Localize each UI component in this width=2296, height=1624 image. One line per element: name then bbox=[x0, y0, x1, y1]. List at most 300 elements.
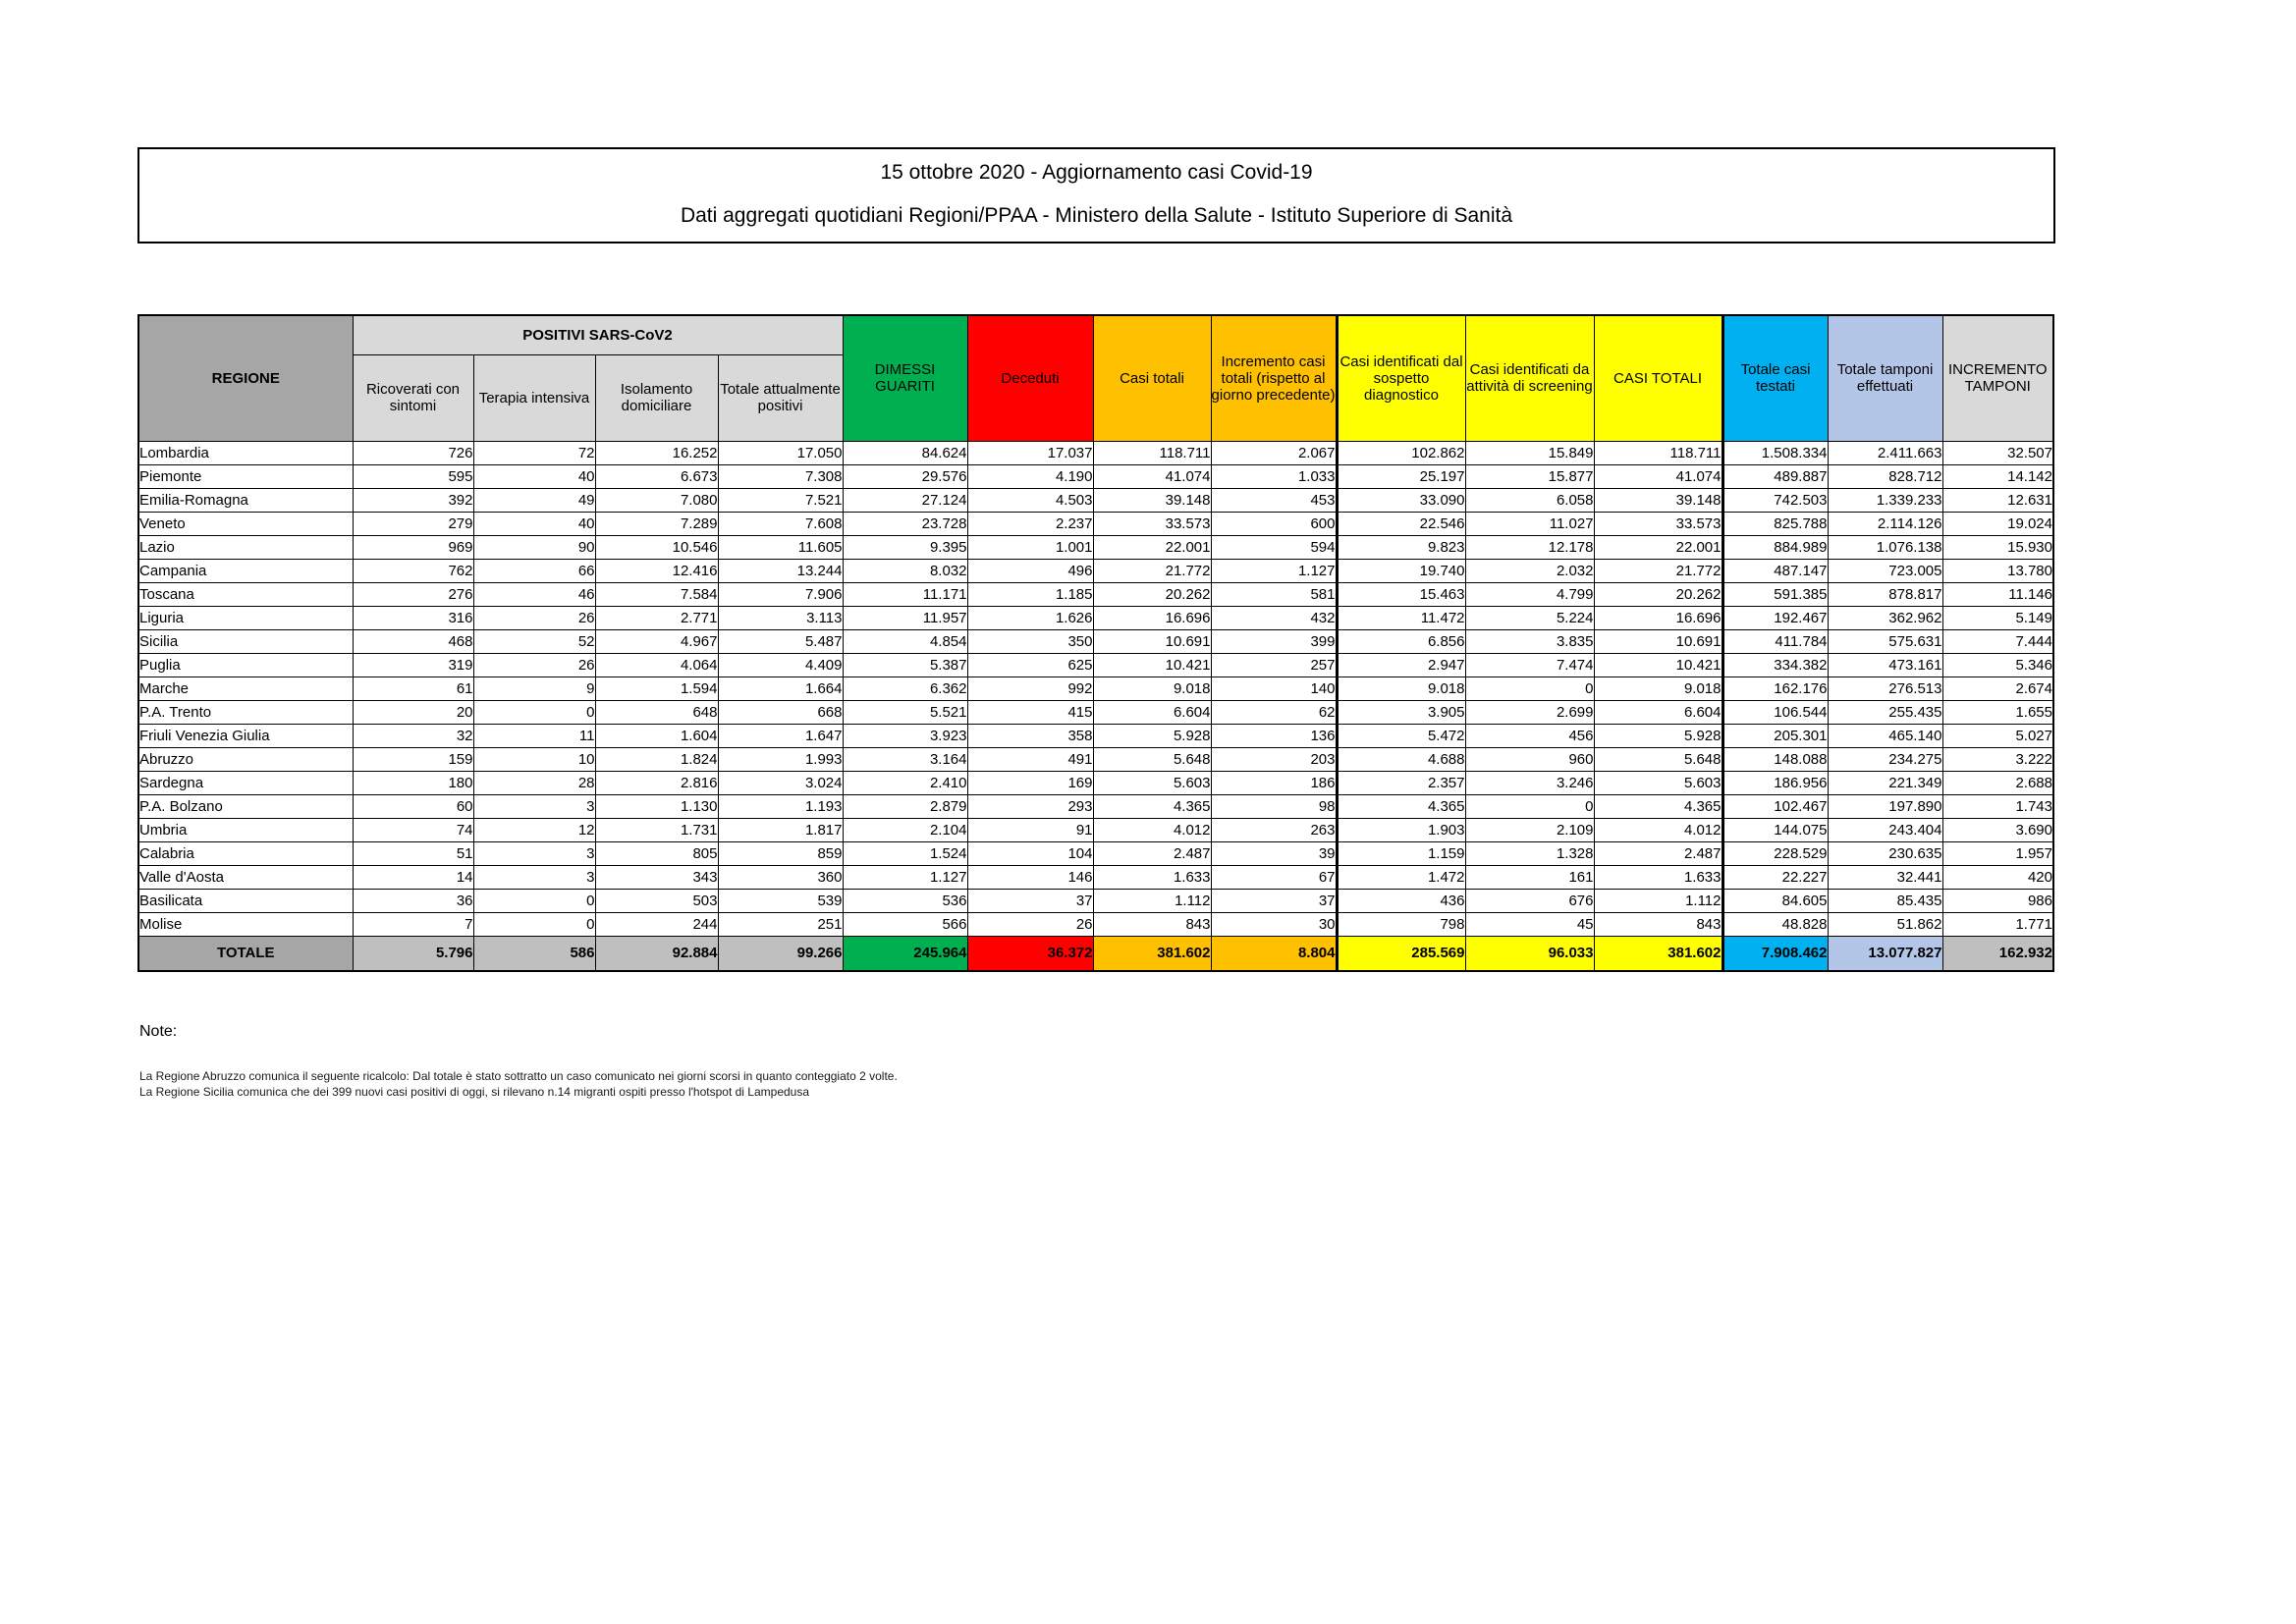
table-cell-casi_attivita_screening: 12.178 bbox=[1465, 535, 1594, 559]
table-cell-totale_tamponi_effettuati: 197.890 bbox=[1828, 794, 1942, 818]
table-cell-casi_totali: 9.018 bbox=[1093, 677, 1211, 700]
table-cell-ricoverati_con_sintomi: 316 bbox=[353, 606, 473, 629]
region-name: Molise bbox=[138, 912, 353, 936]
table-cell-isolamento_domiciliare: 2.771 bbox=[595, 606, 718, 629]
table-cell-casi_sospetto_diagnostico: 1.903 bbox=[1337, 818, 1465, 841]
table-cell-casi_attivita_screening: 3.835 bbox=[1465, 629, 1594, 653]
table-cell-totale_casi_testati: 102.467 bbox=[1722, 794, 1828, 818]
total-cell-casi_attivita_screening: 96.033 bbox=[1465, 936, 1594, 971]
table-cell-deceduti: 1.185 bbox=[967, 582, 1093, 606]
table-cell-casi_sospetto_diagnostico: 4.365 bbox=[1337, 794, 1465, 818]
table-cell-incremento_tamponi: 3.690 bbox=[1942, 818, 2053, 841]
table-cell-casi_attivita_screening: 45 bbox=[1465, 912, 1594, 936]
table-cell-totale_casi_testati: 205.301 bbox=[1722, 724, 1828, 747]
region-name: Friuli Venezia Giulia bbox=[138, 724, 353, 747]
table-cell-terapia_intensiva: 40 bbox=[473, 464, 595, 488]
table-cell-isolamento_domiciliare: 648 bbox=[595, 700, 718, 724]
table-cell-totale_attualmente_positivi: 7.906 bbox=[718, 582, 843, 606]
table-cell-incremento_casi_totali: 263 bbox=[1211, 818, 1337, 841]
table-cell-totale_attualmente_positivi: 251 bbox=[718, 912, 843, 936]
table-cell-casi_totali: 1.633 bbox=[1093, 865, 1211, 889]
table-cell-deceduti: 293 bbox=[967, 794, 1093, 818]
table-cell-casi_attivita_screening: 1.328 bbox=[1465, 841, 1594, 865]
table-cell-casi_totali_maiuscolo: 4.012 bbox=[1594, 818, 1722, 841]
table-cell-totale_tamponi_effettuati: 2.114.126 bbox=[1828, 512, 1942, 535]
table-cell-casi_totali: 33.573 bbox=[1093, 512, 1211, 535]
table-cell-casi_sospetto_diagnostico: 15.463 bbox=[1337, 582, 1465, 606]
table-cell-ricoverati_con_sintomi: 74 bbox=[353, 818, 473, 841]
column-header-casi-totali: Casi totali bbox=[1093, 315, 1211, 441]
total-cell-incremento_casi_totali: 8.804 bbox=[1211, 936, 1337, 971]
table-cell-dimessi_guariti: 5.387 bbox=[843, 653, 967, 677]
table-cell-totale_attualmente_positivi: 3.024 bbox=[718, 771, 843, 794]
table-row bbox=[138, 771, 2053, 794]
table-cell-totale_tamponi_effettuati: 32.441 bbox=[1828, 865, 1942, 889]
table-cell-casi_attivita_screening: 5.224 bbox=[1465, 606, 1594, 629]
table-cell-deceduti: 2.237 bbox=[967, 512, 1093, 535]
table-cell-casi_totali_maiuscolo: 1.633 bbox=[1594, 865, 1722, 889]
table-cell-casi_totali_maiuscolo: 843 bbox=[1594, 912, 1722, 936]
table-cell-deceduti: 4.503 bbox=[967, 488, 1093, 512]
table-cell-incremento_casi_totali: 453 bbox=[1211, 488, 1337, 512]
table-cell-totale_casi_testati: 334.382 bbox=[1722, 653, 1828, 677]
column-header-terapia-intensiva: Terapia intensiva bbox=[473, 354, 595, 441]
table-cell-incremento_tamponi: 5.346 bbox=[1942, 653, 2053, 677]
table-cell-totale_casi_testati: 144.075 bbox=[1722, 818, 1828, 841]
table-cell-incremento_casi_totali: 30 bbox=[1211, 912, 1337, 936]
table-cell-terapia_intensiva: 0 bbox=[473, 700, 595, 724]
table-cell-casi_attivita_screening: 676 bbox=[1465, 889, 1594, 912]
table-cell-totale_tamponi_effettuati: 255.435 bbox=[1828, 700, 1942, 724]
total-cell-casi_sospetto_diagnostico: 285.569 bbox=[1337, 936, 1465, 971]
table-cell-terapia_intensiva: 0 bbox=[473, 912, 595, 936]
table-cell-deceduti: 169 bbox=[967, 771, 1093, 794]
table-cell-terapia_intensiva: 12 bbox=[473, 818, 595, 841]
region-name: Sicilia bbox=[138, 629, 353, 653]
table-cell-casi_totali_maiuscolo: 10.421 bbox=[1594, 653, 1722, 677]
table-cell-casi_totali_maiuscolo: 2.487 bbox=[1594, 841, 1722, 865]
table-cell-casi_totali: 2.487 bbox=[1093, 841, 1211, 865]
table-cell-incremento_casi_totali: 600 bbox=[1211, 512, 1337, 535]
table-cell-isolamento_domiciliare: 1.731 bbox=[595, 818, 718, 841]
table-cell-casi_totali: 4.365 bbox=[1093, 794, 1211, 818]
table-cell-incremento_tamponi: 5.149 bbox=[1942, 606, 2053, 629]
table-cell-dimessi_guariti: 536 bbox=[843, 889, 967, 912]
table-cell-totale_tamponi_effettuati: 230.635 bbox=[1828, 841, 1942, 865]
table-cell-terapia_intensiva: 11 bbox=[473, 724, 595, 747]
table-cell-ricoverati_con_sintomi: 20 bbox=[353, 700, 473, 724]
table-cell-deceduti: 1.626 bbox=[967, 606, 1093, 629]
table-cell-terapia_intensiva: 72 bbox=[473, 441, 595, 464]
table-cell-totale_tamponi_effettuati: 221.349 bbox=[1828, 771, 1942, 794]
table-cell-casi_totali: 22.001 bbox=[1093, 535, 1211, 559]
table-cell-incremento_tamponi: 12.631 bbox=[1942, 488, 2053, 512]
table-cell-ricoverati_con_sintomi: 51 bbox=[353, 841, 473, 865]
table-cell-deceduti: 358 bbox=[967, 724, 1093, 747]
table-cell-ricoverati_con_sintomi: 468 bbox=[353, 629, 473, 653]
table-cell-casi_totali: 10.421 bbox=[1093, 653, 1211, 677]
table-cell-casi_totali: 20.262 bbox=[1093, 582, 1211, 606]
region-name: Umbria bbox=[138, 818, 353, 841]
table-cell-casi_totali_maiuscolo: 20.262 bbox=[1594, 582, 1722, 606]
column-header-deceduti: Deceduti bbox=[967, 315, 1093, 441]
table-cell-totale_casi_testati: 591.385 bbox=[1722, 582, 1828, 606]
header-group-row bbox=[138, 315, 2053, 354]
table-cell-casi_totali_maiuscolo: 22.001 bbox=[1594, 535, 1722, 559]
table-cell-dimessi_guariti: 3.923 bbox=[843, 724, 967, 747]
table-cell-terapia_intensiva: 26 bbox=[473, 653, 595, 677]
table-cell-totale_casi_testati: 825.788 bbox=[1722, 512, 1828, 535]
table-cell-deceduti: 104 bbox=[967, 841, 1093, 865]
table-cell-deceduti: 17.037 bbox=[967, 441, 1093, 464]
table-cell-terapia_intensiva: 52 bbox=[473, 629, 595, 653]
table-cell-incremento_casi_totali: 98 bbox=[1211, 794, 1337, 818]
table-cell-incremento_tamponi: 32.507 bbox=[1942, 441, 2053, 464]
table-cell-casi_totali_maiuscolo: 33.573 bbox=[1594, 512, 1722, 535]
table-cell-casi_totali: 5.648 bbox=[1093, 747, 1211, 771]
table-cell-casi_totali_maiuscolo: 6.604 bbox=[1594, 700, 1722, 724]
table-cell-incremento_casi_totali: 39 bbox=[1211, 841, 1337, 865]
table-cell-deceduti: 37 bbox=[967, 889, 1093, 912]
region-name: Sardegna bbox=[138, 771, 353, 794]
total-row bbox=[138, 936, 2053, 971]
title-box bbox=[137, 147, 2055, 244]
table-cell-totale_casi_testati: 411.784 bbox=[1722, 629, 1828, 653]
column-header-casi-sospetto-diagnostico: Casi identificati dal sospetto diagnostico bbox=[1337, 315, 1465, 441]
table-cell-terapia_intensiva: 9 bbox=[473, 677, 595, 700]
column-header-regione: REGIONE bbox=[138, 315, 353, 441]
table-cell-totale_attualmente_positivi: 539 bbox=[718, 889, 843, 912]
table-cell-deceduti: 415 bbox=[967, 700, 1093, 724]
table-cell-isolamento_domiciliare: 503 bbox=[595, 889, 718, 912]
table-cell-casi_sospetto_diagnostico: 6.856 bbox=[1337, 629, 1465, 653]
table-cell-totale_casi_testati: 742.503 bbox=[1722, 488, 1828, 512]
table-row bbox=[138, 889, 2053, 912]
total-cell-casi_totali: 381.602 bbox=[1093, 936, 1211, 971]
table-cell-totale_casi_testati: 228.529 bbox=[1722, 841, 1828, 865]
table-cell-casi_totali_maiuscolo: 4.365 bbox=[1594, 794, 1722, 818]
table-cell-incremento_casi_totali: 1.033 bbox=[1211, 464, 1337, 488]
column-header-ricoverati-con-sintomi: Ricoverati con sintomi bbox=[353, 354, 473, 441]
table-cell-incremento_tamponi: 1.771 bbox=[1942, 912, 2053, 936]
table-cell-isolamento_domiciliare: 4.064 bbox=[595, 653, 718, 677]
table-cell-incremento_tamponi: 1.957 bbox=[1942, 841, 2053, 865]
table-cell-terapia_intensiva: 28 bbox=[473, 771, 595, 794]
table-cell-casi_sospetto_diagnostico: 22.546 bbox=[1337, 512, 1465, 535]
note-line: La Regione Abruzzo comunica il seguente ricalcolo: Dal totale è stato sottratto un caso comunicato nei giorni scorsi in quanto conteggiato 2 volte. bbox=[139, 1069, 898, 1083]
region-name: Campania bbox=[138, 559, 353, 582]
table-cell-casi_sospetto_diagnostico: 798 bbox=[1337, 912, 1465, 936]
table-cell-casi_totali_maiuscolo: 39.148 bbox=[1594, 488, 1722, 512]
table-cell-totale_attualmente_positivi: 1.193 bbox=[718, 794, 843, 818]
table-cell-casi_totali_maiuscolo: 5.648 bbox=[1594, 747, 1722, 771]
table-row bbox=[138, 559, 2053, 582]
table-cell-dimessi_guariti: 8.032 bbox=[843, 559, 967, 582]
region-name: Calabria bbox=[138, 841, 353, 865]
table-cell-dimessi_guariti: 27.124 bbox=[843, 488, 967, 512]
page-subtitle: Dati aggregati quotidiani Regioni/PPAA - Ministero della Salute - Istituto Superiore di Sanità bbox=[680, 204, 1513, 227]
table-cell-totale_attualmente_positivi: 13.244 bbox=[718, 559, 843, 582]
table-cell-dimessi_guariti: 2.879 bbox=[843, 794, 967, 818]
table-cell-totale_attualmente_positivi: 360 bbox=[718, 865, 843, 889]
table-cell-terapia_intensiva: 0 bbox=[473, 889, 595, 912]
region-name: Lombardia bbox=[138, 441, 353, 464]
table-cell-ricoverati_con_sintomi: 7 bbox=[353, 912, 473, 936]
table-row bbox=[138, 724, 2053, 747]
page-title: 15 ottobre 2020 - Aggiornamento casi Covid-19 bbox=[880, 161, 1313, 184]
table-cell-totale_casi_testati: 487.147 bbox=[1722, 559, 1828, 582]
table-cell-isolamento_domiciliare: 6.673 bbox=[595, 464, 718, 488]
table-cell-totale_casi_testati: 1.508.334 bbox=[1722, 441, 1828, 464]
table-cell-totale_casi_testati: 192.467 bbox=[1722, 606, 1828, 629]
table-cell-dimessi_guariti: 3.164 bbox=[843, 747, 967, 771]
table-cell-incremento_tamponi: 2.674 bbox=[1942, 677, 2053, 700]
table-cell-casi_sospetto_diagnostico: 33.090 bbox=[1337, 488, 1465, 512]
table-cell-casi_attivita_screening: 6.058 bbox=[1465, 488, 1594, 512]
table-cell-totale_attualmente_positivi: 4.409 bbox=[718, 653, 843, 677]
table-cell-ricoverati_con_sintomi: 61 bbox=[353, 677, 473, 700]
region-name: Liguria bbox=[138, 606, 353, 629]
column-header-casi-attivita-screening: Casi identificati da attività di screening bbox=[1465, 315, 1594, 441]
table-cell-ricoverati_con_sintomi: 32 bbox=[353, 724, 473, 747]
table-cell-incremento_casi_totali: 186 bbox=[1211, 771, 1337, 794]
table-cell-casi_totali_maiuscolo: 41.074 bbox=[1594, 464, 1722, 488]
table-cell-totale_attualmente_positivi: 859 bbox=[718, 841, 843, 865]
table-cell-isolamento_domiciliare: 4.967 bbox=[595, 629, 718, 653]
table-cell-totale_attualmente_positivi: 1.817 bbox=[718, 818, 843, 841]
table-cell-casi_attivita_screening: 2.032 bbox=[1465, 559, 1594, 582]
table-cell-incremento_casi_totali: 37 bbox=[1211, 889, 1337, 912]
table-cell-incremento_casi_totali: 62 bbox=[1211, 700, 1337, 724]
table-cell-casi_sospetto_diagnostico: 9.018 bbox=[1337, 677, 1465, 700]
table-cell-totale_tamponi_effettuati: 1.076.138 bbox=[1828, 535, 1942, 559]
table-cell-terapia_intensiva: 26 bbox=[473, 606, 595, 629]
table-row bbox=[138, 629, 2053, 653]
table-cell-totale_casi_testati: 106.544 bbox=[1722, 700, 1828, 724]
table-cell-incremento_casi_totali: 432 bbox=[1211, 606, 1337, 629]
table-cell-deceduti: 625 bbox=[967, 653, 1093, 677]
region-name: Marche bbox=[138, 677, 353, 700]
table-row bbox=[138, 865, 2053, 889]
table-cell-casi_sospetto_diagnostico: 2.357 bbox=[1337, 771, 1465, 794]
table-cell-casi_totali_maiuscolo: 1.112 bbox=[1594, 889, 1722, 912]
table-row bbox=[138, 441, 2053, 464]
table-cell-totale_tamponi_effettuati: 243.404 bbox=[1828, 818, 1942, 841]
table-cell-incremento_tamponi: 15.930 bbox=[1942, 535, 2053, 559]
total-cell-totale_tamponi_effettuati: 13.077.827 bbox=[1828, 936, 1942, 971]
table-row bbox=[138, 488, 2053, 512]
table-cell-casi_sospetto_diagnostico: 9.823 bbox=[1337, 535, 1465, 559]
table-cell-incremento_tamponi: 3.222 bbox=[1942, 747, 2053, 771]
table-cell-totale_attualmente_positivi: 5.487 bbox=[718, 629, 843, 653]
table-cell-casi_totali: 21.772 bbox=[1093, 559, 1211, 582]
table-cell-totale_tamponi_effettuati: 85.435 bbox=[1828, 889, 1942, 912]
total-cell-totale_attualmente_positivi: 99.266 bbox=[718, 936, 843, 971]
table-cell-totale_tamponi_effettuati: 473.161 bbox=[1828, 653, 1942, 677]
table-cell-ricoverati_con_sintomi: 60 bbox=[353, 794, 473, 818]
table-cell-terapia_intensiva: 10 bbox=[473, 747, 595, 771]
table-cell-dimessi_guariti: 2.410 bbox=[843, 771, 967, 794]
table-cell-casi_totali: 10.691 bbox=[1093, 629, 1211, 653]
table-cell-totale_tamponi_effettuati: 575.631 bbox=[1828, 629, 1942, 653]
table-cell-incremento_tamponi: 19.024 bbox=[1942, 512, 2053, 535]
table-cell-casi_totali: 1.112 bbox=[1093, 889, 1211, 912]
table-cell-casi_attivita_screening: 2.109 bbox=[1465, 818, 1594, 841]
table-cell-incremento_tamponi: 13.780 bbox=[1942, 559, 2053, 582]
table-cell-casi_sospetto_diagnostico: 436 bbox=[1337, 889, 1465, 912]
table-cell-totale_tamponi_effettuati: 362.962 bbox=[1828, 606, 1942, 629]
table-cell-casi_totali: 5.928 bbox=[1093, 724, 1211, 747]
table-cell-ricoverati_con_sintomi: 36 bbox=[353, 889, 473, 912]
column-header-incremento-tamponi: INCREMENTO TAMPONI bbox=[1942, 315, 2053, 441]
table-cell-isolamento_domiciliare: 1.824 bbox=[595, 747, 718, 771]
table-cell-isolamento_domiciliare: 1.130 bbox=[595, 794, 718, 818]
table-cell-casi_sospetto_diagnostico: 11.472 bbox=[1337, 606, 1465, 629]
table-cell-casi_sospetto_diagnostico: 102.862 bbox=[1337, 441, 1465, 464]
table-cell-deceduti: 1.001 bbox=[967, 535, 1093, 559]
table-cell-ricoverati_con_sintomi: 595 bbox=[353, 464, 473, 488]
table-cell-deceduti: 26 bbox=[967, 912, 1093, 936]
table-cell-casi_totali: 118.711 bbox=[1093, 441, 1211, 464]
table-cell-totale_casi_testati: 186.956 bbox=[1722, 771, 1828, 794]
table-cell-totale_tamponi_effettuati: 1.339.233 bbox=[1828, 488, 1942, 512]
table-cell-terapia_intensiva: 40 bbox=[473, 512, 595, 535]
table-cell-casi_attivita_screening: 161 bbox=[1465, 865, 1594, 889]
table-body bbox=[138, 441, 2053, 936]
table-row bbox=[138, 818, 2053, 841]
table-cell-casi_totali: 6.604 bbox=[1093, 700, 1211, 724]
table-cell-isolamento_domiciliare: 12.416 bbox=[595, 559, 718, 582]
table-cell-casi_totali: 843 bbox=[1093, 912, 1211, 936]
table-cell-incremento_tamponi: 11.146 bbox=[1942, 582, 2053, 606]
table-cell-totale_tamponi_effettuati: 828.712 bbox=[1828, 464, 1942, 488]
table-cell-dimessi_guariti: 23.728 bbox=[843, 512, 967, 535]
table-cell-deceduti: 992 bbox=[967, 677, 1093, 700]
table-cell-dimessi_guariti: 9.395 bbox=[843, 535, 967, 559]
table-cell-dimessi_guariti: 84.624 bbox=[843, 441, 967, 464]
table-cell-totale_attualmente_positivi: 7.608 bbox=[718, 512, 843, 535]
table-cell-totale_attualmente_positivi: 7.521 bbox=[718, 488, 843, 512]
table-cell-totale_casi_testati: 48.828 bbox=[1722, 912, 1828, 936]
table-cell-deceduti: 491 bbox=[967, 747, 1093, 771]
table-cell-terapia_intensiva: 3 bbox=[473, 841, 595, 865]
table-cell-totale_casi_testati: 148.088 bbox=[1722, 747, 1828, 771]
table-cell-totale_casi_testati: 884.989 bbox=[1722, 535, 1828, 559]
table-cell-dimessi_guariti: 5.521 bbox=[843, 700, 967, 724]
table-cell-terapia_intensiva: 3 bbox=[473, 865, 595, 889]
region-name: Valle d'Aosta bbox=[138, 865, 353, 889]
table-cell-totale_tamponi_effettuati: 878.817 bbox=[1828, 582, 1942, 606]
column-header-dimessi-guariti: DIMESSI GUARITI bbox=[843, 315, 967, 441]
table-row bbox=[138, 794, 2053, 818]
table-cell-casi_attivita_screening: 15.849 bbox=[1465, 441, 1594, 464]
table-cell-casi_sospetto_diagnostico: 4.688 bbox=[1337, 747, 1465, 771]
table-cell-totale_attualmente_positivi: 1.993 bbox=[718, 747, 843, 771]
table-row bbox=[138, 912, 2053, 936]
table-cell-dimessi_guariti: 1.127 bbox=[843, 865, 967, 889]
table-cell-totale_attualmente_positivi: 11.605 bbox=[718, 535, 843, 559]
table-cell-isolamento_domiciliare: 343 bbox=[595, 865, 718, 889]
table-cell-totale_tamponi_effettuati: 276.513 bbox=[1828, 677, 1942, 700]
table-cell-incremento_tamponi: 14.142 bbox=[1942, 464, 2053, 488]
region-name: Veneto bbox=[138, 512, 353, 535]
table-cell-casi_sospetto_diagnostico: 25.197 bbox=[1337, 464, 1465, 488]
table-cell-incremento_tamponi: 7.444 bbox=[1942, 629, 2053, 653]
table-cell-incremento_casi_totali: 257 bbox=[1211, 653, 1337, 677]
table-cell-casi_totali_maiuscolo: 9.018 bbox=[1594, 677, 1722, 700]
table-cell-casi_totali: 5.603 bbox=[1093, 771, 1211, 794]
table-row bbox=[138, 700, 2053, 724]
table-cell-ricoverati_con_sintomi: 159 bbox=[353, 747, 473, 771]
table-cell-isolamento_domiciliare: 1.594 bbox=[595, 677, 718, 700]
table-cell-ricoverati_con_sintomi: 392 bbox=[353, 488, 473, 512]
table-cell-terapia_intensiva: 3 bbox=[473, 794, 595, 818]
table-cell-totale_casi_testati: 84.605 bbox=[1722, 889, 1828, 912]
table-cell-dimessi_guariti: 11.171 bbox=[843, 582, 967, 606]
table-row bbox=[138, 512, 2053, 535]
table-cell-isolamento_domiciliare: 16.252 bbox=[595, 441, 718, 464]
table-cell-totale_attualmente_positivi: 7.308 bbox=[718, 464, 843, 488]
table-cell-ricoverati_con_sintomi: 279 bbox=[353, 512, 473, 535]
table-cell-casi_totali: 4.012 bbox=[1093, 818, 1211, 841]
table-cell-casi_totali_maiuscolo: 10.691 bbox=[1594, 629, 1722, 653]
table-row bbox=[138, 606, 2053, 629]
table-cell-deceduti: 146 bbox=[967, 865, 1093, 889]
table-cell-ricoverati_con_sintomi: 180 bbox=[353, 771, 473, 794]
total-cell-incremento_tamponi: 162.932 bbox=[1942, 936, 2053, 971]
table-cell-casi_totali_maiuscolo: 16.696 bbox=[1594, 606, 1722, 629]
region-name: Toscana bbox=[138, 582, 353, 606]
table-cell-casi_totali_maiuscolo: 5.603 bbox=[1594, 771, 1722, 794]
table-cell-totale_tamponi_effettuati: 234.275 bbox=[1828, 747, 1942, 771]
table-cell-incremento_casi_totali: 1.127 bbox=[1211, 559, 1337, 582]
table-cell-deceduti: 350 bbox=[967, 629, 1093, 653]
region-name: Puglia bbox=[138, 653, 353, 677]
table-cell-incremento_casi_totali: 399 bbox=[1211, 629, 1337, 653]
table-row bbox=[138, 535, 2053, 559]
table-cell-dimessi_guariti: 2.104 bbox=[843, 818, 967, 841]
column-header-totale-attualmente-positivi: Totale attualmente positivi bbox=[718, 354, 843, 441]
table-cell-incremento_tamponi: 1.743 bbox=[1942, 794, 2053, 818]
table-cell-ricoverati_con_sintomi: 14 bbox=[353, 865, 473, 889]
region-name: Abruzzo bbox=[138, 747, 353, 771]
region-name: Emilia-Romagna bbox=[138, 488, 353, 512]
table-cell-casi_attivita_screening: 3.246 bbox=[1465, 771, 1594, 794]
table-cell-totale_attualmente_positivi: 17.050 bbox=[718, 441, 843, 464]
table-row bbox=[138, 677, 2053, 700]
table-cell-dimessi_guariti: 4.854 bbox=[843, 629, 967, 653]
note-line: La Regione Sicilia comunica che dei 399 nuovi casi positivi di oggi, si rilevano n.14 migranti ospiti presso l'hotspot di Lampedusa bbox=[139, 1085, 810, 1099]
table-cell-isolamento_domiciliare: 10.546 bbox=[595, 535, 718, 559]
table-row bbox=[138, 653, 2053, 677]
table-cell-ricoverati_con_sintomi: 319 bbox=[353, 653, 473, 677]
table-cell-terapia_intensiva: 90 bbox=[473, 535, 595, 559]
table-cell-casi_totali: 41.074 bbox=[1093, 464, 1211, 488]
table-cell-incremento_casi_totali: 136 bbox=[1211, 724, 1337, 747]
total-label: TOTALE bbox=[138, 936, 353, 971]
table-cell-totale_attualmente_positivi: 1.664 bbox=[718, 677, 843, 700]
notes-heading: Note: bbox=[139, 1023, 178, 1040]
column-header-casi-totali-maiuscolo: CASI TOTALI bbox=[1594, 315, 1722, 441]
table-cell-totale_tamponi_effettuati: 723.005 bbox=[1828, 559, 1942, 582]
table-cell-incremento_tamponi: 1.655 bbox=[1942, 700, 2053, 724]
table-cell-casi_attivita_screening: 960 bbox=[1465, 747, 1594, 771]
table-cell-isolamento_domiciliare: 805 bbox=[595, 841, 718, 865]
table-cell-incremento_tamponi: 2.688 bbox=[1942, 771, 2053, 794]
region-name: Lazio bbox=[138, 535, 353, 559]
table-cell-dimessi_guariti: 11.957 bbox=[843, 606, 967, 629]
table-row bbox=[138, 841, 2053, 865]
